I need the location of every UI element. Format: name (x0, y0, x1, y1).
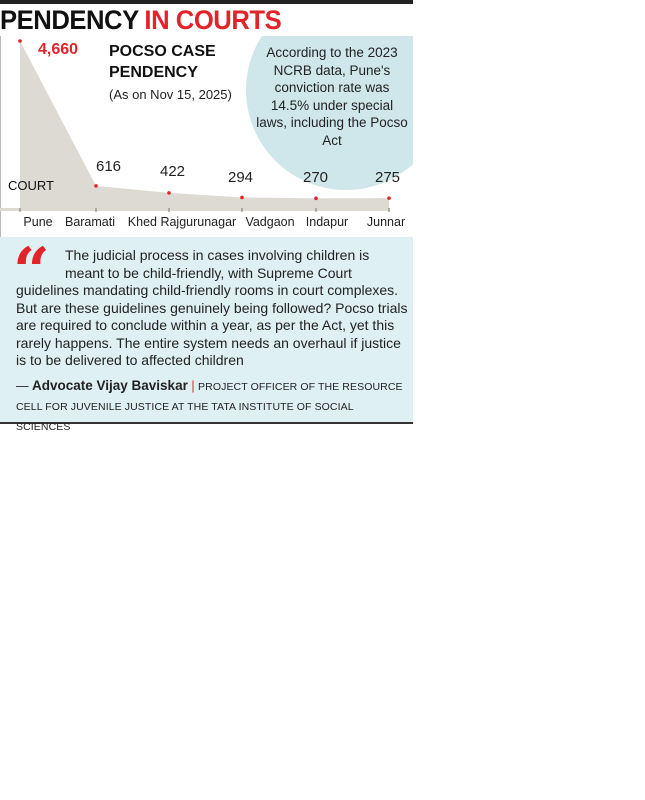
category-label: Junnar (366, 215, 406, 229)
attribution (16, 376, 408, 437)
category-label: Khed Rajgurunagar (127, 215, 237, 229)
category-label: Indapur (305, 215, 349, 229)
value-label: 270 (303, 169, 329, 186)
quote-mark-icon: “ (13, 234, 50, 309)
data-point (387, 196, 391, 200)
baseline-strip (0, 208, 390, 211)
category-label: Pune (23, 215, 53, 229)
headline-part-2: IN COURTS (144, 5, 282, 35)
chart (0, 36, 413, 237)
value-label: 422 (160, 163, 186, 180)
value-label: 294 (228, 169, 254, 186)
headline-part-1: PENDENCY (0, 5, 139, 35)
attribution-separator: | (191, 379, 195, 393)
quote-indent (16, 247, 65, 277)
attribution-role: PROJECT OFFICER OF THE RESOURCE CELL FOR JUVENILE JUSTICE AT THE TATA INSTITUTE OF SOCIAL SCIENCES (16, 381, 403, 433)
x-axis-label: COURT (8, 178, 54, 193)
attribution-name: Advocate Vijay Baviskar (31, 378, 188, 393)
data-point (240, 196, 244, 200)
quote-body: The judicial process in cases involving children is meant to be child-friendly, with Supreme Court guidelines mandating child-friendly rooms in court complexes. But are these guidelines genuinely being followed? Pocso trials are required to conclude within a year, as per the Act, yet this rarely happens. The entire system needs an overhaul if justice is to be delivered to affected children (16, 247, 408, 368)
chart-subtitle: (As on Nov 15, 2025) (109, 87, 232, 102)
chart-title: POCSO CASE PENDENCY (109, 43, 216, 81)
headline (0, 4, 281, 36)
quote-box (0, 234, 413, 433)
data-point (314, 197, 318, 201)
data-point (167, 191, 171, 195)
quote-text (16, 247, 408, 370)
category-label: Baramati (64, 215, 116, 229)
value-label: 616 (96, 158, 122, 175)
callout-text: According to the 2023 NCRB data, Pune's conviction rate was 14.5% under special laws, including the Pocso Act (256, 45, 408, 148)
value-label: 4,660 (38, 41, 79, 58)
attribution-dash: — (16, 379, 29, 393)
data-point (18, 39, 22, 43)
infographic (0, 0, 413, 433)
category-label: Vadgaon (245, 215, 295, 229)
data-point (94, 184, 98, 188)
value-label: 275 (375, 169, 401, 186)
